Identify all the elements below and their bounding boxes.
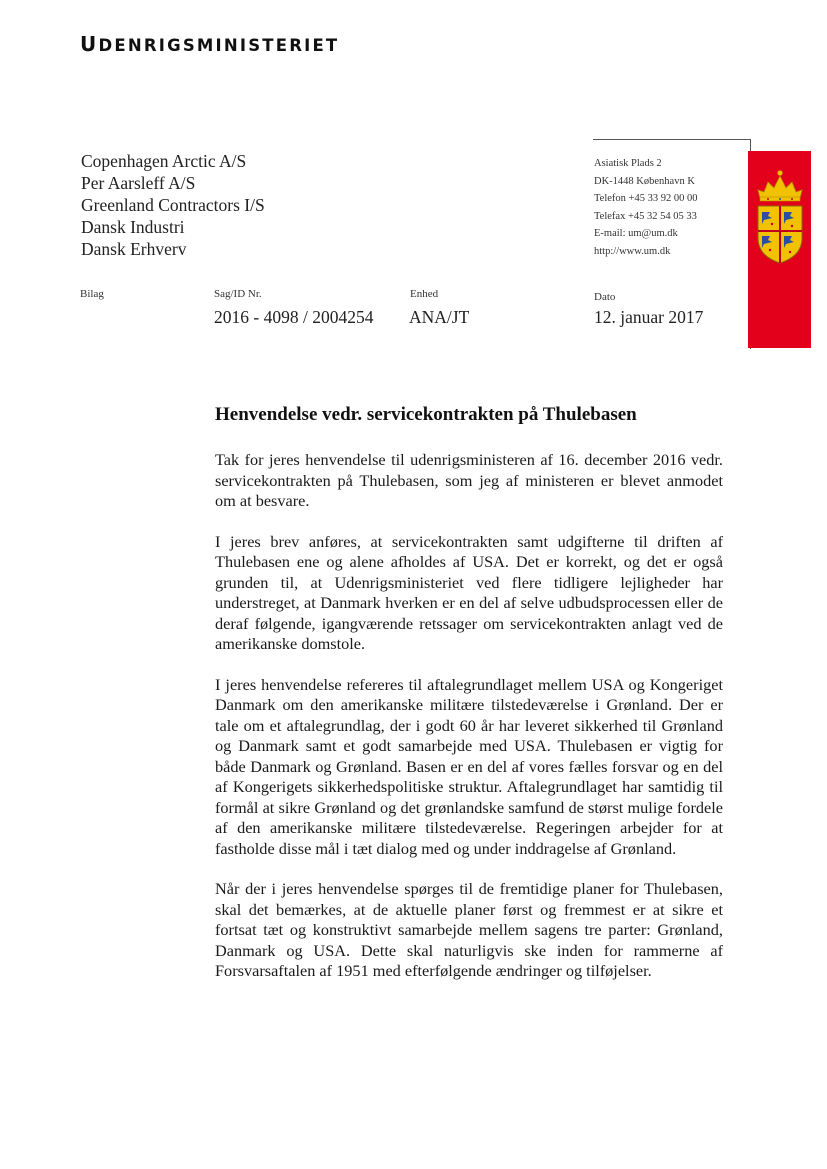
body-paragraph: Når der i jeres henvendelse spørges til de fremtidige planer for Thulebasen, skal det bemærkes, at de aktuelle planer først og fremmest er at sikre et fortsat tæt og konstruktivt samarbejde mellem sagens tre parter: Grønland, Danmark og USA. Dette skal naturligvis ske inden for rammerne af Forsvarsaftalen af 1951 med efterfølgende ændringer og tilføjelser. xyxy=(215,879,723,980)
sender-web: http://www.um.dk xyxy=(594,245,671,257)
sender-top-rule xyxy=(593,139,750,140)
crown-icon xyxy=(758,171,802,202)
body-paragraph: I jeres henvendelse refereres til aftalegrundlaget mellem USA og Kongeriget Danmark om den amerikanske militære tilstedeværelse i Grønland. Der er tale om et aftalegrundlag, der i godt 60 år har leveret sikkerhed til Grønland og Danmark samt et godt samarbejde med USA. Thulebasen er vigtig for både Danmark og Grønland. Basen er en del af vores fælles forsvar og en del af Kongerigets sikkerhedspolitiske struktur. Aftalegrundlaget har samtidig til formål at sikre Grønland og det grønlandske samfund de størst mulige fordele af den amerikanske militære tilstedeværelse. Regeringen arbejder for at fastholde disse mål i tæt dialog med og under inddragelse af Grønland. xyxy=(215,674,723,858)
body-paragraph: I jeres brev anføres, at servicekontrakten samt udgifterne til driften af Thulebasen ene og alene afholdes af USA. Det er korrekt, og det er også grunden til, at Udenrigsministeriet ved flere tidligere lejligheder har understreget, at Danmark hverken er en del af selve udbudsprocessen eller de deraf følgende, igangværende retssager om servicekontrakten anlagt ved de amerikanske domstole. xyxy=(215,531,723,653)
ministry-letterhead xyxy=(80,32,339,56)
recipient-block xyxy=(81,150,265,260)
sender-fax: Telefax +45 32 54 05 33 xyxy=(594,210,697,222)
sender-email: E-mail: um@um.dk xyxy=(594,228,678,239)
dato-label: Dato xyxy=(594,291,616,303)
sender-postal: DK-1448 København K xyxy=(594,175,695,187)
sender-phone: Telefon +45 33 92 00 00 xyxy=(594,193,698,204)
recipient-line: Copenhagen Arctic A/S xyxy=(81,151,247,171)
sag-id-label: Sag/ID Nr. xyxy=(214,288,262,300)
shield-icon xyxy=(758,206,802,263)
bilag-label: Bilag xyxy=(80,288,104,300)
sag-id-value: 2016 - 4098 / 2004254 xyxy=(214,307,374,327)
coat-of-arms-icon xyxy=(752,168,808,266)
enhed-value: ANA/JT xyxy=(409,307,470,327)
letter-body xyxy=(215,450,723,1002)
letterhead-initial: U xyxy=(80,32,99,56)
sender-address: Asiatisk Plads 2 xyxy=(594,158,662,169)
sender-address-block xyxy=(594,155,697,260)
body-paragraph: Tak for jeres henvendelse til udenrigsministeren af 16. december 2016 vedr. servicekontrakten på Thulebasen, som jeg af ministeren er blevet anmodet om at besvare. xyxy=(215,450,723,510)
letterhead-rest: DENRIGSMINISTERIET xyxy=(98,36,340,55)
recipient-line: Dansk Erhverv xyxy=(81,239,187,259)
recipient-line: Per Aarsleff A/S xyxy=(81,173,196,193)
enhed-label: Enhed xyxy=(410,288,439,300)
recipient-line: Dansk Industri xyxy=(81,217,185,237)
letter-subject: Henvendelse vedr. servicekontrakten på Thulebasen xyxy=(215,404,637,425)
dato-value: 12. januar 2017 xyxy=(594,307,704,327)
recipient-line: Greenland Contractors I/S xyxy=(81,195,265,215)
